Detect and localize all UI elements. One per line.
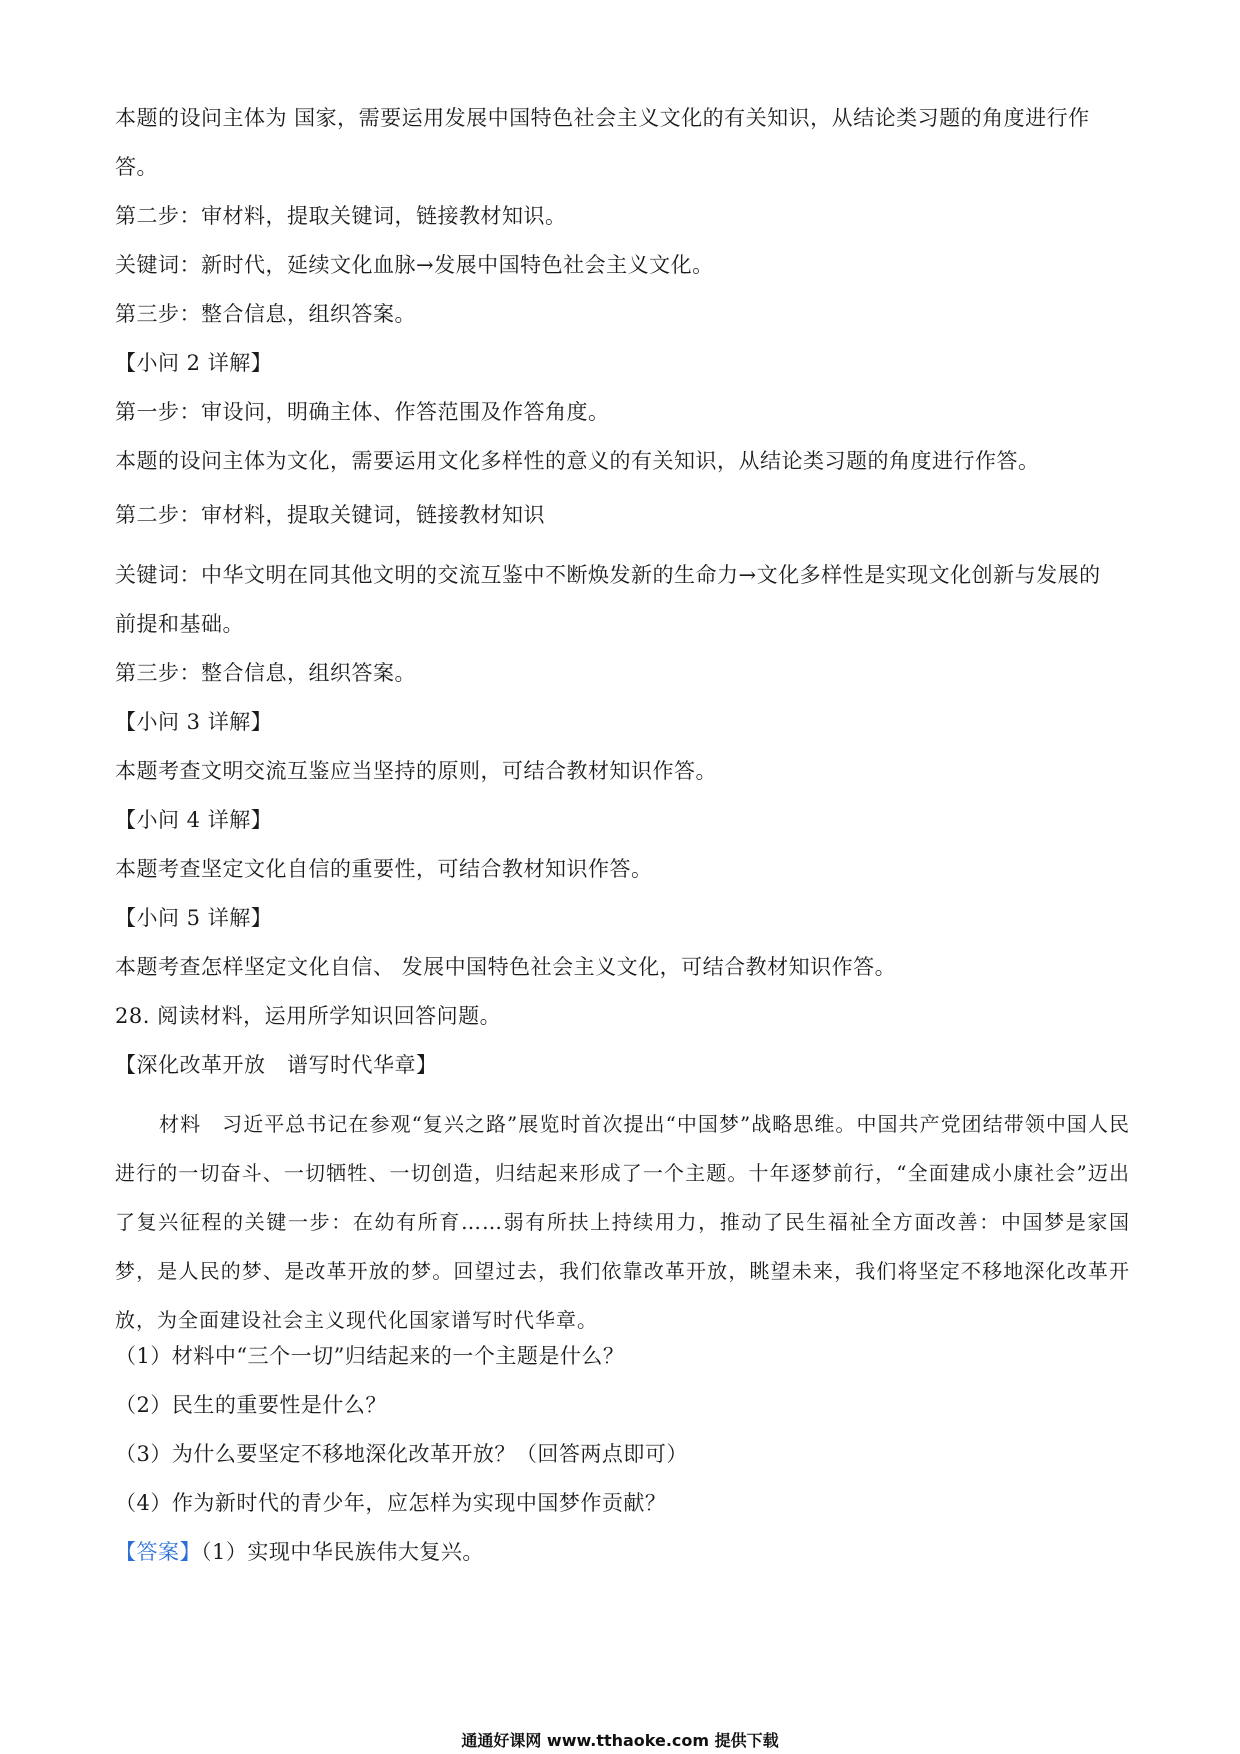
text-line: 第一步：审设问，明确主体、作答范围及作答角度。 <box>115 400 610 424</box>
question-item: （4）作为新时代的青少年，应怎样为实现中国梦作贡献？ <box>115 1491 667 1515</box>
material-text: 材料 习近平总书记在参观“复兴之路”展览时首次提出“中国梦”战略思维。中国共产党团结带领中国人民进行的一切奋斗、一切牺牲、一切创造，归结起来形成了一个主题。十年逐梦前行，“全面建成小康社会”迈出了复兴征程的关键一步：在幼有所育……弱有所扶上持续用力，推动了民生福祉全方面改善：中国梦是家国梦，是人民的梦、是改革开放的梦。回望过去，我们依靠改革开放，眺望未来，我们将坚定不移地深化改革开放，为全面建设社会主义现代化国家谱写时代华章。 <box>115 1112 1130 1332</box>
text-line: 关键词：新时代，延续文化血脉→发展中国特色社会主义文化。 <box>115 253 714 277</box>
question-item: （3）为什么要坚定不移地深化改革开放？（回答两点即可） <box>115 1442 688 1466</box>
answer-text: （1）实现中华民族伟大复兴。 <box>201 1540 484 1564</box>
text-line: 第二步：审材料，提取关键词，链接教材知识。 <box>115 204 567 228</box>
answer-line <box>115 1538 484 1566</box>
question-title: 28. 阅读材料，运用所学知识回答问题。 <box>115 1004 502 1028</box>
text-line: 第二步：审材料，提取关键词，链接教材知识 <box>115 503 545 527</box>
text-line: 第三步：整合信息，组织答案。 <box>115 302 416 326</box>
text-line: 第三步：整合信息，组织答案。 <box>115 661 416 685</box>
question-item: （2）民生的重要性是什么？ <box>115 1393 387 1417</box>
material-paragraph <box>115 1100 1130 1345</box>
section-heading: 【小问 4 详解】 <box>115 808 273 832</box>
text-line: 答。 <box>115 155 158 179</box>
text-line: 关键词：中华文明在同其他文明的交流互鉴中不断焕发新的生命力→文化多样性是实现文化创新与发展的 <box>115 563 1101 587</box>
section-heading: 【小问 2 详解】 <box>115 351 273 375</box>
text-line: 本题考查坚定文化自信的重要性，可结合教材知识作答。 <box>115 857 653 881</box>
section-heading: 【小问 5 详解】 <box>115 906 273 930</box>
question-item: （1）材料中“三个一切”归结起来的一个主题是什么？ <box>115 1344 625 1368</box>
section-heading: 【小问 3 详解】 <box>115 710 273 734</box>
text-line: 本题的设问主体为 国家，需要运用发展中国特色社会主义文化的有关知识，从结论类习题的角度进行作 <box>115 106 1090 130</box>
text-line: 本题考查文明交流互鉴应当坚持的原则，可结合教材知识作答。 <box>115 759 717 783</box>
text-line: 本题考查怎样坚定文化自信、 发展中国特色社会主义文化，可结合教材知识作答。 <box>115 955 897 979</box>
text-line: 本题的设问主体为文化，需要运用文化多样性的意义的有关知识，从结论类习题的角度进行作答。 <box>115 449 1040 473</box>
text-line: 前提和基础。 <box>115 612 244 636</box>
answer-label: 【答案】 <box>115 1540 201 1564</box>
page-footer: 通通好课网 www.tthaoke.com 提供下载 <box>461 1731 779 1750</box>
material-heading: 【深化改革开放 谱写时代华章】 <box>115 1053 438 1077</box>
